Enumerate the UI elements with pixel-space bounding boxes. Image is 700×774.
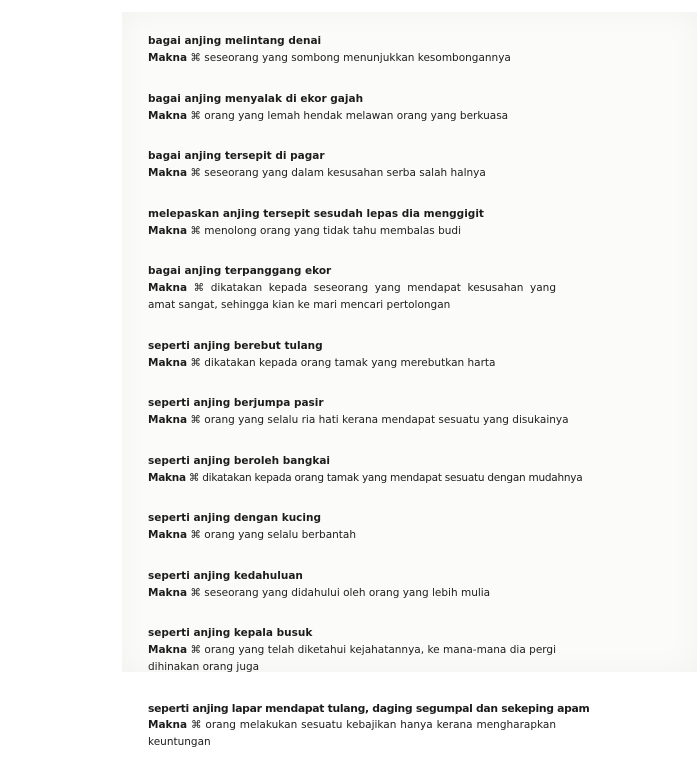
- makna-label: Makna: [148, 644, 188, 656]
- proverb-entry: [148, 453, 583, 487]
- proverb-phrase: seperti anjing berjumpa pasir: [148, 397, 324, 409]
- command-symbol-icon: ⌘: [190, 224, 201, 237]
- command-symbol-icon: ⌘: [190, 414, 201, 426]
- proverb-entry: [148, 568, 556, 602]
- proverb-entry: [148, 338, 556, 372]
- proverb-list: [148, 33, 590, 774]
- proverb-meaning: [148, 108, 556, 125]
- meaning-text: dikatakan kepada seseorang yang mendapat kesusahan yang amat sangat, sehingga kian ke mari mencari pertolongan: [148, 282, 556, 311]
- proverb-entry: [148, 263, 556, 314]
- makna-label: Makna: [148, 586, 188, 599]
- meaning-text: seseorang yang didahului oleh orang yang lebih mulia: [204, 586, 491, 599]
- proverb-meaning: [148, 470, 583, 487]
- meaning-text: orang yang selalu ria hati kerana mendapat sesuatu yang disukainya: [204, 414, 569, 426]
- proverb-entry: [148, 395, 569, 429]
- proverb-phrase: melepaskan anjing tersepit sesudah lepas dia menggigit: [148, 207, 484, 220]
- proverb-phrase: seperti anjing kepala busuk: [148, 627, 313, 639]
- meaning-text: dikatakan kepada orang tamak yang mendapat sesuatu dengan mudahnya: [202, 471, 583, 484]
- command-symbol-icon: ⌘: [190, 167, 201, 179]
- proverb-phrase: seperti anjing lapar mendapat tulang, daging segumpal dan sekeping apam: [148, 701, 590, 715]
- makna-label: Makna: [148, 414, 188, 426]
- proverb-phrase: bagai anjing menyalak di ekor gajah: [148, 92, 364, 105]
- makna-label: Makna: [148, 52, 188, 64]
- command-symbol-icon: ⌘: [190, 718, 202, 731]
- proverb-phrase: seperti anjing dengan kucing: [148, 512, 321, 524]
- proverb-meaning: [148, 280, 556, 314]
- proverb-entry: [148, 91, 556, 125]
- proverb-meaning: [148, 412, 569, 429]
- proverb-meaning: [148, 165, 556, 182]
- proverb-phrase: seperti anjing beroleh bangkai: [148, 454, 331, 467]
- meaning-text: seseorang yang dalam kesusahan serba salah halnya: [204, 167, 486, 179]
- proverb-meaning: [148, 717, 556, 751]
- makna-label: Makna: [148, 282, 188, 294]
- makna-label: Makna: [148, 718, 188, 731]
- command-symbol-icon: ⌘: [190, 586, 201, 599]
- makna-label: Makna: [148, 529, 188, 541]
- meaning-text: orang yang selalu berbantah: [204, 529, 356, 541]
- meaning-text: orang yang lemah hendak melawan orang yang berkuasa: [204, 109, 509, 122]
- proverb-entry: [148, 510, 556, 544]
- command-symbol-icon: ⌘: [190, 52, 201, 64]
- command-symbol-icon: ⌘: [193, 282, 205, 294]
- command-symbol-icon: ⌘: [190, 529, 201, 541]
- makna-label: Makna: [148, 356, 188, 369]
- proverb-meaning: [148, 50, 556, 67]
- proverb-phrase: bagai anjing tersepit di pagar: [148, 150, 325, 162]
- proverb-meaning: [148, 642, 556, 676]
- makna-label: Makna: [148, 224, 188, 237]
- proverb-entry: [148, 33, 556, 67]
- command-symbol-icon: ⌘: [190, 109, 201, 122]
- meaning-text: seseorang yang sombong menunjukkan kesombongannya: [204, 52, 511, 64]
- proverb-phrase: bagai anjing terpanggang ekor: [148, 265, 332, 277]
- proverb-entry: [148, 700, 590, 751]
- proverb-meaning: [148, 223, 556, 240]
- proverb-phrase: seperti anjing berebut tulang: [148, 339, 323, 352]
- meaning-text: orang yang telah diketahui kejahatannya, ke mana-mana dia pergi dihinakan orang juga: [148, 644, 557, 673]
- proverb-entry: [148, 625, 556, 676]
- proverb-entry: [148, 206, 556, 240]
- proverb-meaning: [148, 585, 556, 602]
- command-symbol-icon: ⌘: [188, 471, 200, 484]
- command-symbol-icon: ⌘: [190, 356, 201, 369]
- proverb-entry: [148, 148, 556, 182]
- proverb-meaning: [148, 355, 556, 372]
- makna-label: Makna: [148, 167, 188, 179]
- makna-label: Makna: [148, 471, 186, 484]
- command-symbol-icon: ⌘: [190, 644, 201, 656]
- makna-label: Makna: [148, 109, 188, 122]
- proverb-meaning: [148, 527, 556, 544]
- meaning-text: dikatakan kepada orang tamak yang merebutkan harta: [204, 356, 496, 369]
- proverb-phrase: seperti anjing kedahuluan: [148, 569, 303, 582]
- proverb-phrase: bagai anjing melintang denai: [148, 35, 322, 47]
- meaning-text: menolong orang yang tidak tahu membalas budi: [204, 224, 461, 237]
- meaning-text: orang melakukan sesuatu kebajikan hanya kerana mengharapkan keuntungan: [148, 718, 556, 748]
